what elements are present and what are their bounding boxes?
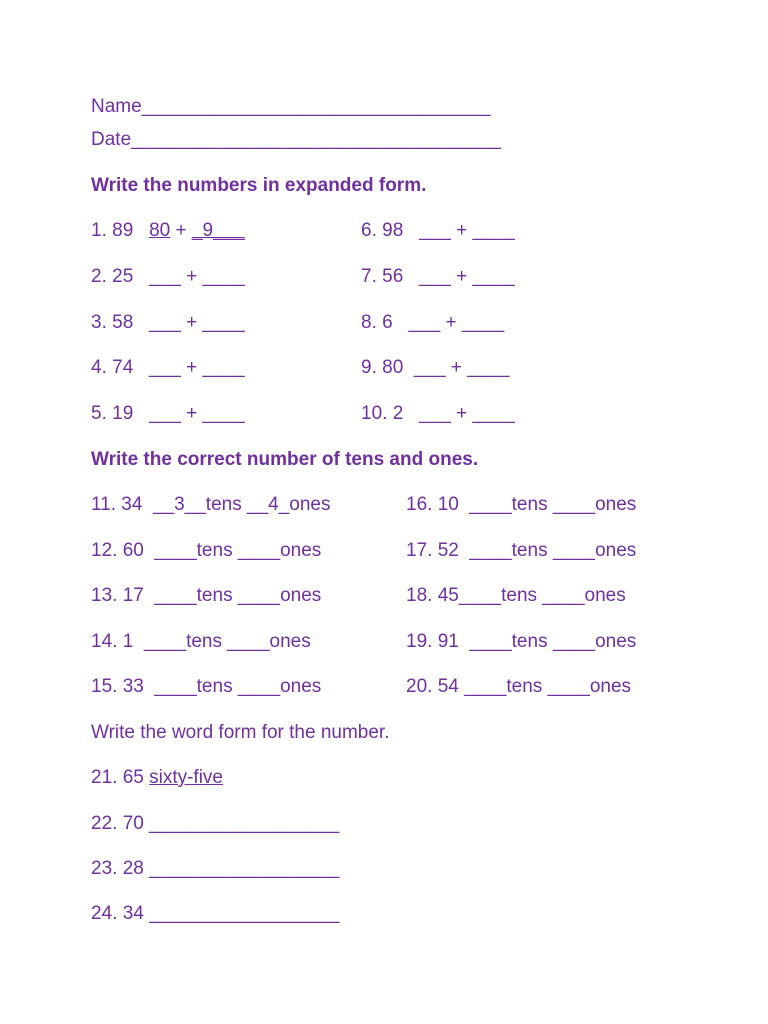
exercise-21-prefix: 21. 65 xyxy=(91,767,150,788)
exercise-5[interactable]: 5. 19 ___ + ____ xyxy=(91,403,245,424)
exercise-9[interactable]: 9. 80 ___ + ____ xyxy=(361,357,510,378)
exercise-1 xyxy=(91,219,245,243)
exercise-16[interactable]: 16. 10 ____tens ____ones xyxy=(406,494,637,515)
exercise-1-answer-tens: 80 xyxy=(149,220,171,241)
exercise-6[interactable]: 6. 98 ___ + ____ xyxy=(361,220,515,241)
exercise-17[interactable]: 17. 52 ____tens ____ones xyxy=(406,540,637,561)
section2-heading: Write the correct number of tens and ones. xyxy=(91,449,479,470)
date-line[interactable]: Date___________________________________ xyxy=(91,129,501,150)
exercise-12[interactable]: 12. 60 ____tens ____ones xyxy=(91,540,322,561)
exercise-11: 11. 34 __3__tens __4_ones xyxy=(91,494,331,515)
exercise-7[interactable]: 7. 56 ___ + ____ xyxy=(361,266,515,287)
exercise-18[interactable]: 18. 45____tens ____ones xyxy=(406,585,626,606)
section3-heading: Write the word form for the number. xyxy=(91,722,390,743)
section1-heading: Write the numbers in expanded form. xyxy=(91,175,427,196)
exercise-10[interactable]: 10. 2 ___ + ____ xyxy=(361,403,515,424)
exercise-1-plus: + xyxy=(170,220,192,241)
exercise-1-prefix: 1. 89 xyxy=(91,220,150,241)
exercise-22[interactable]: 22. 70 __________________ xyxy=(91,813,340,834)
exercise-8[interactable]: 8. 6 ___ + ____ xyxy=(361,312,505,333)
exercise-21 xyxy=(91,766,223,790)
exercise-4[interactable]: 4. 74 ___ + ____ xyxy=(91,357,245,378)
name-line[interactable]: Name_________________________________ xyxy=(91,96,491,117)
exercise-1-tail: __ xyxy=(223,220,245,241)
exercise-24[interactable]: 24. 34 __________________ xyxy=(91,903,340,924)
exercise-2[interactable]: 2. 25 ___ + ____ xyxy=(91,266,245,287)
exercise-15[interactable]: 15. 33 ____tens ____ones xyxy=(91,676,322,697)
exercise-13[interactable]: 13. 17 ____tens ____ones xyxy=(91,585,322,606)
exercise-14[interactable]: 14. 1 ____tens ____ones xyxy=(91,631,311,652)
exercise-20[interactable]: 20. 54 ____tens ____ones xyxy=(406,676,632,697)
exercise-3[interactable]: 3. 58 ___ + ____ xyxy=(91,312,245,333)
exercise-1-answer-ones: _9_ xyxy=(191,220,224,241)
exercise-23[interactable]: 23. 28 __________________ xyxy=(91,858,340,879)
exercise-19[interactable]: 19. 91 ____tens ____ones xyxy=(406,631,637,652)
exercise-21-answer: sixty-five xyxy=(149,767,224,788)
